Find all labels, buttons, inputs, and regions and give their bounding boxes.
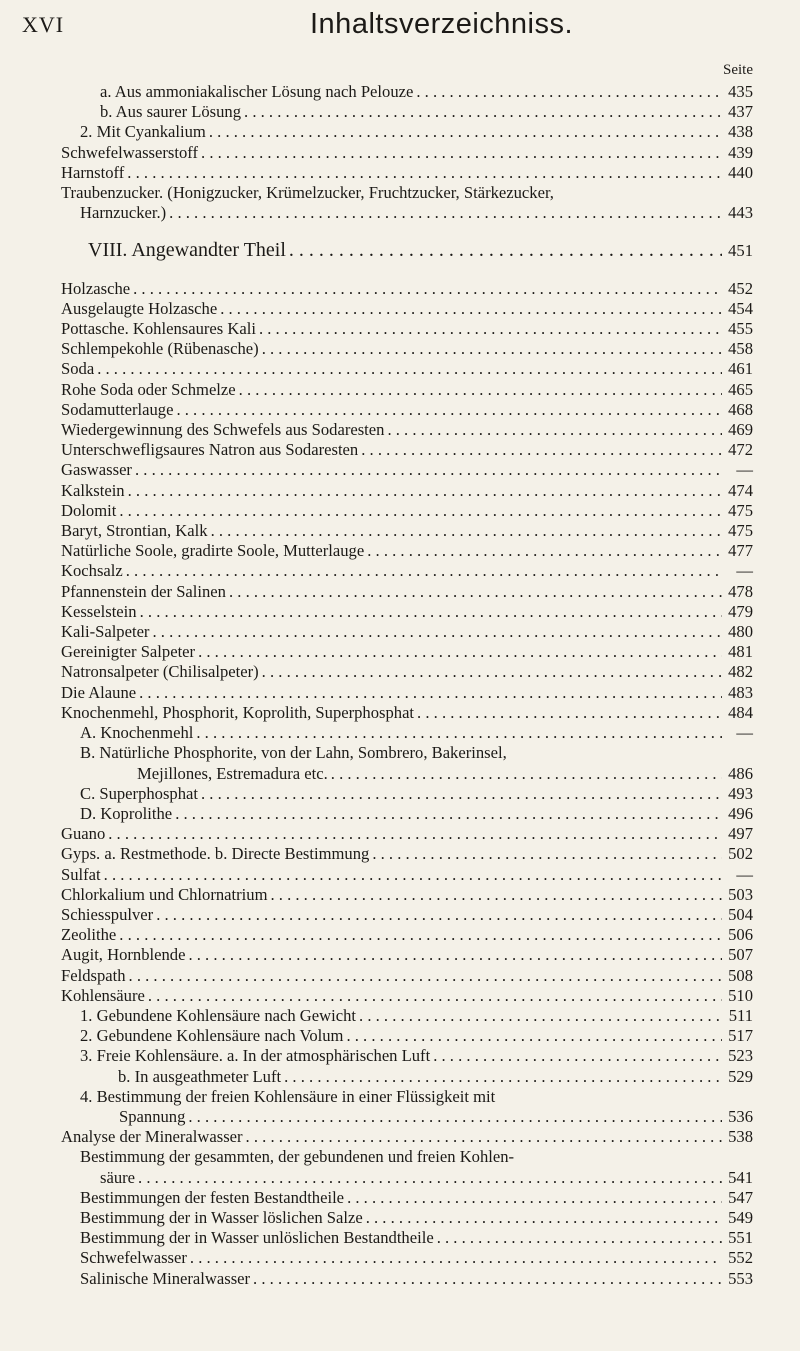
toc-entry-text: Kochsalz [61,561,123,581]
toc-page-number: 523 [728,1046,753,1066]
toc-entry [61,143,753,163]
toc-entry [61,82,753,102]
dot-leader [433,1046,722,1066]
toc-entry-text: 2. Mit Cyankalium [80,122,206,142]
toc-entry [61,1228,753,1248]
toc-entry [61,1067,753,1087]
dot-leader [175,804,722,824]
toc-entry-text: Schiesspulver [61,904,154,924]
toc-entry-text: Bestimmung der gesammten, der gebundenen und freien Kohlen- [80,1147,515,1167]
toc-page-number: 547 [728,1187,753,1207]
toc-entry [61,102,753,122]
toc-entry-text: Traubenzucker. (Honigzucker, Krümelzucker, Fruchtzucker, Stärkezucker, [61,183,554,203]
toc-entry [61,183,753,223]
dot-leader [139,683,722,703]
dot-leader [127,163,722,183]
dot-leader [129,966,722,986]
toc-entry [61,420,753,440]
dot-leader [156,905,722,925]
dot-leader [262,662,722,682]
toc-page-number: 551 [728,1228,753,1248]
toc-entry [61,804,753,824]
toc-entry [61,501,753,521]
toc-entry [61,1046,753,1066]
toc-page-number: 437 [728,102,753,122]
dot-leader [246,1127,722,1147]
toc-entry-text: D. Koprolithe [80,803,173,823]
toc-page-number: 458 [728,339,753,359]
toc-entry [61,642,753,662]
toc-page-number: 481 [728,642,753,662]
toc-entry [61,683,753,703]
toc-entry-text: Bestimmung der in Wasser löslichen Salze [80,1207,363,1227]
toc-page-number: 549 [728,1207,753,1227]
toc-entry [61,885,753,905]
dot-leader [220,299,722,319]
toc-page-number: 475 [728,521,753,541]
toc-entry-text: Chlorkalium und Chlornatrium [61,884,268,904]
dot-leader [209,122,722,142]
toc-page-number: — [736,723,753,743]
toc-entry [61,561,753,581]
toc-page-number: 529 [728,1066,753,1086]
toc-entry-text: 2. Gebundene Kohlensäure nach Volum [80,1026,344,1046]
toc-entry [61,582,753,602]
toc-page-number: 480 [728,622,753,642]
toc-entry-text: Dolomit [61,500,117,520]
dot-leader [97,359,722,379]
toc-entry-continuation: Spannung [119,1106,186,1126]
toc-entry-text: Kesselstein [61,601,137,621]
toc-list-top [61,82,753,223]
toc-page-number: 482 [728,662,753,682]
dot-leader [138,1168,722,1188]
dot-leader [140,602,722,622]
dot-leader [188,945,722,965]
toc-page-number: 440 [728,162,753,182]
toc-entry [61,1147,753,1187]
toc-entry [61,1127,753,1147]
toc-page-number: 452 [728,278,753,298]
dot-leader [347,1188,722,1208]
toc-entry-text: Natürliche Soole, gradirte Soole, Mutterlauge [61,541,365,561]
toc-page-number: 435 [728,82,753,101]
toc-page-number: 455 [728,319,753,339]
toc-entry-text: Soda [61,359,95,379]
toc-entry [61,1269,753,1289]
dot-leader [119,501,722,521]
toc-page-number: 536 [728,1106,753,1126]
toc-entry [61,521,753,541]
dot-leader [135,460,722,480]
toc-page-number: — [736,460,753,480]
toc-page-number: 552 [728,1248,753,1268]
toc-page-number: 483 [728,682,753,702]
toc-entry-text: Zeolithe [61,925,117,945]
toc-page-number: 484 [728,702,753,722]
dot-leader [284,1067,722,1087]
toc-page-number: 468 [728,399,753,419]
toc-entry-text: Kohlensäure [61,985,145,1005]
toc-entry-continuation: Harnzucker.) [80,203,167,223]
dot-leader [152,622,722,642]
dot-leader [372,844,722,864]
toc-entry-text: Gyps. a. Restmethode. b. Directe Bestimmung [61,844,370,864]
dot-leader [188,1107,722,1127]
toc-entry-text: Bestimmungen der festen Bestandtheile [80,1187,345,1207]
toc-page-number: — [736,864,753,884]
toc-entry [61,1026,753,1046]
toc-entry-continuation: Mejillones, Estremadura etc. [137,763,328,783]
dot-leader [387,420,722,440]
toc-entry [61,339,753,359]
dot-leader [262,339,722,359]
dot-leader [361,440,722,460]
toc-entry-text: Harnstoff [61,162,125,182]
toc-page-number: — [736,561,753,581]
toc-entry-text: Ausgelaugte Holzasche [61,298,218,318]
running-title: Inhaltsverzeichniss. [310,8,574,40]
section-page-number: 451 [728,241,753,261]
toc-entry-text: a. Aus ammoniakalischer Lösung nach Pelouze [100,82,414,101]
toc-page-number: 497 [728,824,753,844]
toc-page-number: 517 [728,1026,753,1046]
toc-entry-text: 1. Gebundene Kohlensäure nach Gewicht [80,1005,357,1025]
toc-entry [61,460,753,480]
toc-page-number: 477 [728,541,753,561]
dot-leader [289,240,722,260]
toc-entry [61,602,753,622]
toc-entry [61,400,753,420]
toc-page-number: 508 [728,965,753,985]
toc-entry-text: b. Aus saurer Lösung [100,102,242,122]
toc-page-number: 474 [728,480,753,500]
section-title: VIII. Angewandter Theil [88,239,286,262]
dot-leader [416,82,722,102]
toc-entry-text: b. In ausgeathmeter Luft [118,1066,282,1086]
dot-leader [211,521,722,541]
dot-leader [148,986,722,1006]
toc-entry-text: Kalkstein [61,480,125,500]
dot-leader [198,642,722,662]
dot-leader [126,561,722,581]
seite-column-label: Seite [723,62,753,78]
toc-page-number: 502 [728,844,753,864]
toc-entry-text: Baryt, Strontian, Kalk [61,521,208,541]
dot-leader [169,203,722,223]
dot-leader [270,885,722,905]
toc-entry-text: Schlempekohle (Rübenasche) [61,339,259,359]
toc-entry [61,440,753,460]
toc-entry [61,163,753,183]
toc-entry-text: Schwefelwasserstoff [61,142,199,162]
toc-entry [61,541,753,561]
toc-entry-text: Augit, Hornblende [61,945,186,965]
toc-entry [61,905,753,925]
toc-entry-text: 3. Freie Kohlensäure. a. In der atmosphärischen Luft [80,1046,431,1066]
toc-entry-text: Holzasche [61,278,131,298]
dot-leader [119,925,722,945]
toc-entry-text: A. Knochenmehl [80,723,194,743]
toc-entry-text: Gaswasser [61,460,132,480]
toc-entry-text: Sulfat [61,864,101,884]
dot-leader [128,481,722,501]
toc-entry-text: Gereinigter Salpeter [61,642,196,662]
toc-entry [61,662,753,682]
page-header [22,8,752,44]
toc-entry [61,1208,753,1228]
toc-entry [61,824,753,844]
dot-leader [196,723,722,743]
section-heading [61,240,753,261]
dot-leader [108,824,722,844]
toc-entry [61,966,753,986]
toc-page-number: 475 [728,500,753,520]
toc-entry [61,1248,753,1268]
toc-entry-text: C. Superphosphat [80,783,198,803]
toc-page-number: 504 [728,904,753,924]
toc-entry-text: Die Alaune [61,682,137,702]
toc-page-number: 469 [728,420,753,440]
toc-page-number: 503 [728,884,753,904]
toc-entry [61,986,753,1006]
toc-entry-text: Analyse der Mineralwasser [61,1127,243,1147]
toc-entry [61,844,753,864]
toc-page-number: 507 [728,945,753,965]
toc-entry [61,319,753,339]
toc-entry-text: Kali-Salpeter [61,622,150,642]
toc-page-number: 511 [728,1005,753,1025]
toc-entry [61,925,753,945]
toc-page-number: 538 [728,1127,753,1147]
toc-entry-text: Guano [61,824,106,844]
toc-entry-text: B. Natürliche Phosphorite, von der Lahn, Sombrero, Bakerinsel, [80,743,507,763]
toc-entry-text: Sodamutterlauge [61,399,174,419]
toc-entry-text: 4. Bestimmung der freien Kohlensäure in einer Flüssigkeit mit [80,1086,496,1106]
toc-entry-text: Schwefelwasser [80,1248,187,1268]
dot-leader [229,582,722,602]
toc-entry [61,703,753,723]
dot-leader [133,279,722,299]
toc-entry-text: Knochenmehl, Phosphorit, Koprolith, Superphosphat [61,702,415,722]
dot-leader [201,784,722,804]
toc-entry [61,299,753,319]
toc-entry [61,743,753,783]
dot-leader [259,319,722,339]
dot-leader [104,865,722,885]
toc-entry-continuation: säure [100,1167,136,1187]
toc-page-number: 496 [728,803,753,823]
toc-page-number: 486 [728,763,753,783]
toc-entry [61,723,753,743]
toc-entry [61,1188,753,1208]
dot-leader [417,703,722,723]
toc-page-number: 438 [728,122,753,142]
dot-leader [331,764,722,784]
toc-entry-text: Unterschwefligsaures Natron aus Sodaresten [61,440,359,460]
toc-entry [61,865,753,885]
toc-entry-text: Rohe Soda oder Schmelze [61,379,236,399]
toc-page-number: 443 [728,203,753,223]
dot-leader [366,1208,722,1228]
toc-entry-text: Pfannenstein der Salinen [61,581,226,601]
toc-page-number: 478 [728,581,753,601]
table-of-contents [61,82,753,1289]
toc-entry-text: Bestimmung der in Wasser unlöslichen Bestandtheile [80,1228,434,1248]
toc-entry-text: Feldspath [61,965,126,985]
toc-page-number: 439 [728,142,753,162]
dot-leader [253,1269,722,1289]
dot-leader [367,541,722,561]
dot-leader [244,102,722,122]
toc-entry-text: Natronsalpeter (Chilisalpeter) [61,662,259,682]
toc-page-number: 541 [728,1167,753,1187]
dot-leader [437,1228,722,1248]
toc-entry [61,279,753,299]
toc-page-number: 479 [728,601,753,621]
dot-leader [190,1248,722,1268]
toc-entry [61,481,753,501]
toc-entry [61,380,753,400]
toc-page-number: 506 [728,925,753,945]
toc-entry-text: Salinische Mineralwasser [80,1268,251,1288]
toc-entry [61,1087,753,1127]
toc-entry [61,1006,753,1026]
dot-leader [201,143,722,163]
page-number: XVI [22,12,65,37]
toc-page-number: 465 [728,379,753,399]
toc-entry [61,945,753,965]
toc-page-number: 472 [728,440,753,460]
toc-page-number: 553 [728,1268,753,1288]
toc-entry [61,122,753,142]
dot-leader [359,1006,722,1026]
dot-leader [176,400,722,420]
toc-entry-text: Pottasche. Kohlensaures Kali [61,319,256,339]
toc-entry-text: Wiedergewinnung des Schwefels aus Sodaresten [61,420,385,440]
toc-page-number: 454 [728,298,753,318]
toc-entry [61,784,753,804]
toc-page-number: 493 [728,783,753,803]
toc-list-main [61,279,753,1289]
toc-entry [61,359,753,379]
dot-leader [239,380,722,400]
toc-page-number: 461 [728,359,753,379]
dot-leader [346,1026,722,1046]
toc-page-number: 510 [728,985,753,1005]
toc-entry [61,622,753,642]
